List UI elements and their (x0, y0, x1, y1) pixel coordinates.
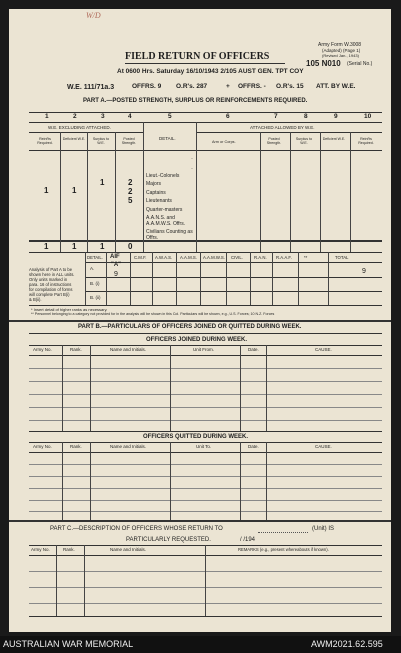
we-plus: + (226, 83, 230, 90)
analysis-head-raaf: R.A.A.F. (276, 255, 292, 260)
column-number-8: 8 (304, 113, 308, 120)
part-a-col-line (260, 132, 261, 252)
column-number-2: 2 (73, 113, 77, 120)
head-posted2: Posted Strength. (266, 137, 282, 145)
analysis-label-6: will complete Part B(i) (29, 292, 70, 297)
top-mark: W/D (86, 11, 101, 20)
analysis-row-a: A. (90, 266, 95, 271)
serial-number: 105 N010 (306, 59, 341, 68)
return-line: At 0600 Hrs. Saturday 16/10/1943 2/105 AUST GEN. TPT COY (117, 68, 304, 75)
part-c-col-line (205, 545, 206, 616)
part-c-date: / /194 (240, 537, 256, 543)
quitted-col-rank: Rank. (70, 444, 82, 449)
quitted-col-line (170, 442, 171, 520)
quitted-col-name: Name and Initials. (110, 444, 147, 449)
head-deficient2: Deficient W.E. (322, 137, 346, 141)
part-c-unit-blank (258, 532, 308, 533)
head-def-we: Deficient W.E. (62, 137, 86, 141)
analysis-bottom-rule (29, 305, 382, 306)
joined-col-line (266, 345, 267, 431)
analysis-col-line (130, 252, 131, 305)
part-c-col-line (56, 545, 57, 616)
analysis-col-line (272, 252, 273, 305)
analysis-head-awas: A.W.A.S. (155, 255, 173, 260)
form-ref-line2: (Adapted) (Page 1) (322, 48, 361, 53)
quitted-row-line (29, 476, 382, 477)
head-sur-we: Surplus to W.E. (92, 137, 110, 145)
part-a-col-line (320, 132, 321, 252)
joined-col-rule (29, 355, 382, 356)
value-posted-lieutenants: 5 (128, 196, 133, 205)
joined-row-line (29, 420, 382, 421)
head-arm: Arm or Corps. (212, 140, 236, 144)
footer-right: AWM2021.62.595 (311, 639, 383, 649)
part-a-col-line (143, 122, 144, 252)
analysis-col-line (328, 252, 329, 305)
quitted-heading-rule (29, 442, 382, 443)
analysis-head-total: TOTAL (335, 255, 349, 260)
quitted-col-line (62, 442, 63, 520)
archive-footer (0, 636, 401, 653)
total-posted: 0 (128, 242, 133, 251)
joined-col-rank: Rank. (70, 347, 82, 352)
analysis-aif-stamp: "A" (111, 262, 122, 268)
total-reinf: 1 (44, 242, 49, 251)
analysis-head-aamws: A.A.M.W.S. (203, 255, 225, 260)
head-rein2: Reinf'ts Required. (358, 137, 374, 145)
we-excluding-label: W.E. EXCLUDING ATTACHED. (48, 125, 111, 130)
part-c-requested: PARTICULARLY REQUESTED. (126, 537, 211, 543)
footer-left: AUSTRALIAN WAR MEMORIAL (3, 639, 134, 649)
analysis-col-line (85, 252, 86, 305)
quitted-col-line (240, 442, 241, 520)
part-a-col-line (60, 132, 61, 252)
part-a-col-line (196, 122, 197, 252)
column-number-6: 6 (226, 113, 230, 120)
form-title: FIELD RETURN OF OFFICERS (125, 51, 270, 62)
analysis-col-line (106, 252, 107, 305)
quitted-row-line (29, 464, 382, 465)
serial-label: (Serial No.) (347, 61, 373, 67)
analysis-total-value: 9 (362, 268, 366, 275)
footnote-1: * Insert detail of higher ranks as necessary. (31, 307, 108, 312)
form-ref-line3: (Revised Jan., 1943) (322, 53, 359, 58)
quitted-row-line (29, 511, 382, 512)
joined-col-line (240, 345, 241, 431)
part-a-top-rule (29, 112, 382, 113)
analysis-col-line (152, 252, 153, 305)
analysis-col-line (176, 252, 177, 305)
column-number-9: 9 (334, 113, 338, 120)
head-detail: DETAIL. (159, 136, 176, 141)
part-c-col-line (84, 545, 85, 616)
footnote-2: ** Personnel belonging to a category not provided for in the analysis will be shown in this Col. Particulars will be shown, e.g., U.S. Forces; 10 N.Z. Forces (31, 312, 275, 316)
part-c-unit-is: (Unit) IS (312, 526, 335, 532)
we-ors: O.R's. 287 (176, 83, 208, 90)
column-number-7: 7 (274, 113, 278, 120)
rank-majors: Majors (146, 181, 162, 187)
quitted-col-unit-to: Unit To. (196, 444, 212, 449)
column-number-5: 5 (168, 113, 172, 120)
analysis-label-7: & B(ii). (29, 297, 42, 302)
analysis-row-bii: B. (ii) (90, 295, 101, 300)
joined-row-line (29, 407, 382, 408)
head-posted: Posted Strength. (121, 137, 137, 145)
analysis-head-other: ** (304, 255, 308, 260)
joined-col-line (90, 345, 91, 431)
quitted-row-line (29, 500, 382, 501)
part-a-col-line (350, 132, 351, 252)
quitted-col-rule (29, 452, 382, 453)
analysis-head-cmf: C.M.F. (134, 255, 147, 260)
part-c-top-rule (9, 520, 391, 522)
part-c-col-name: Name and Initials. (110, 547, 147, 552)
value-posted-captains: 2 (128, 187, 133, 196)
part-a-col-line (290, 132, 291, 252)
joined-row-line (29, 368, 382, 369)
value-posted-majors: 2 (128, 178, 133, 187)
head-surplus2: Surplus to W.E. (295, 137, 313, 145)
rank-lieut-colonels: Lieut.-Colonels (146, 173, 180, 179)
joined-row-line (29, 394, 382, 395)
part-c-col-remarks: REMARKS (e.g., present whereabouts if known). (238, 547, 329, 552)
part-c-col-rank: Rank. (63, 547, 75, 552)
quitted-col-army-no: Army No. (33, 444, 52, 449)
part-a-subhead-rule (29, 150, 382, 151)
rank-dot-2: · (191, 166, 193, 172)
totals-bottom-rule (29, 252, 382, 253)
column-number-10: 10 (364, 113, 372, 120)
joined-col-line (170, 345, 171, 431)
quitted-row-line (29, 488, 382, 489)
quitted-col-date: Date. (248, 444, 259, 449)
joined-row-line (29, 381, 382, 382)
joined-heading-rule (29, 345, 382, 346)
quitted-heading: OFFICERS QUITTED DURING WEEK. (143, 434, 248, 440)
joined-col-name: Name and Initials. (110, 347, 147, 352)
total-deficient: 1 (72, 242, 77, 251)
part-a-head-rule (29, 122, 382, 123)
analysis-head-aif: AIF (110, 254, 120, 260)
analysis-head-detail: DETAIL. (87, 255, 103, 260)
head-rein-req: Reinf'ts Required. (37, 137, 53, 145)
rank-captains: Captains (146, 190, 166, 196)
rank-dot-1: · (191, 156, 193, 162)
joined-heading: OFFICERS JOINED DURING WEEK. (146, 337, 248, 343)
attached-rule (196, 132, 382, 133)
we-ors-att: O.R's. 15 (276, 83, 304, 90)
analysis-col-line (226, 252, 227, 305)
column-number-1: 1 (45, 113, 49, 120)
part-a-heading: PART A.—POSTED STRENGTH, SURPLUS OR REINFORCEMENTS REQUIRED. (83, 98, 308, 104)
analysis-col-line (200, 252, 201, 305)
analysis-head-civil: CIVIL. (231, 255, 243, 260)
analysis-col-line (250, 252, 251, 305)
we-offrs: OFFRS. 9 (132, 83, 162, 90)
quitted-col-line (266, 442, 267, 520)
column-number-4: 4 (128, 113, 132, 120)
rank-lieutenants: Lieutenants (146, 198, 172, 204)
analysis-head-ran: R.A.N. (254, 255, 267, 260)
total-surplus: 1 (100, 242, 105, 251)
we-offrs-att: OFFRS. - (238, 83, 266, 90)
rank-aamws: A.A.M.W.S. Offrs. (146, 221, 186, 227)
form-ref-line1: Army Form W.3008 (318, 42, 362, 48)
joined-col-cause: CAUSE. (315, 347, 332, 352)
part-c-col-army-no: Army No. (31, 547, 50, 552)
analysis-label-5: for compilation of forms (29, 287, 73, 292)
part-a-col-line (87, 132, 88, 252)
analysis-label-4: para. 16 of instructions (29, 282, 72, 287)
joined-col-date: Date. (248, 347, 259, 352)
rank-aans: A.A.N.S. and (146, 215, 175, 221)
joined-col-unit-from: Unit From. (193, 347, 215, 352)
analysis-label-3: Only units marked in (29, 277, 68, 282)
part-a-col-line (115, 132, 116, 252)
part-b-heading-rule (29, 333, 382, 334)
joined-col-line (62, 345, 63, 431)
totals-top-rule (29, 240, 382, 242)
joined-bottom-rule (29, 431, 382, 432)
analysis-row-bi: B. (i) (90, 281, 100, 286)
rank-quartermasters: Quarter-masters (146, 207, 183, 213)
part-b-heading: PART B.—PARTICULARS OF OFFICERS JOINED OR QUITTED DURING WEEK. (78, 324, 302, 330)
value-deficient: 1 (72, 186, 77, 195)
part-b-top-rule (9, 320, 391, 322)
joined-col-army-no: Army No. (33, 347, 52, 352)
title-underline (125, 63, 285, 64)
we-number: W.E. 111/71a.3 (67, 84, 115, 91)
part-c-bottom-rule (29, 616, 382, 617)
analysis-head-aams: A.A.M.S. (180, 255, 197, 260)
part-c-heading: PART C.—DESCRIPTION OF OFFICERS WHOSE RETURN TO (50, 526, 223, 532)
attached-allowed-label: ATTACHED ALLOWED BY W.E. (250, 125, 315, 130)
we-att-label: ATT. BY W.E. (316, 83, 356, 90)
column-number-3: 3 (101, 113, 105, 120)
analysis-label-1: Analysis of Part A to be (29, 267, 73, 272)
quitted-col-line (90, 442, 91, 520)
analysis-aif-count: 9 (114, 271, 118, 278)
analysis-col-line (298, 252, 299, 305)
quitted-col-cause: CAUSE. (315, 444, 332, 449)
value-reinf-required: 1 (44, 186, 49, 195)
analysis-label-2: shown here in ALL units. (29, 272, 75, 277)
rank-civilians: Civilians Counting as Offrs. (146, 229, 193, 242)
value-surplus: 1 (100, 178, 105, 187)
